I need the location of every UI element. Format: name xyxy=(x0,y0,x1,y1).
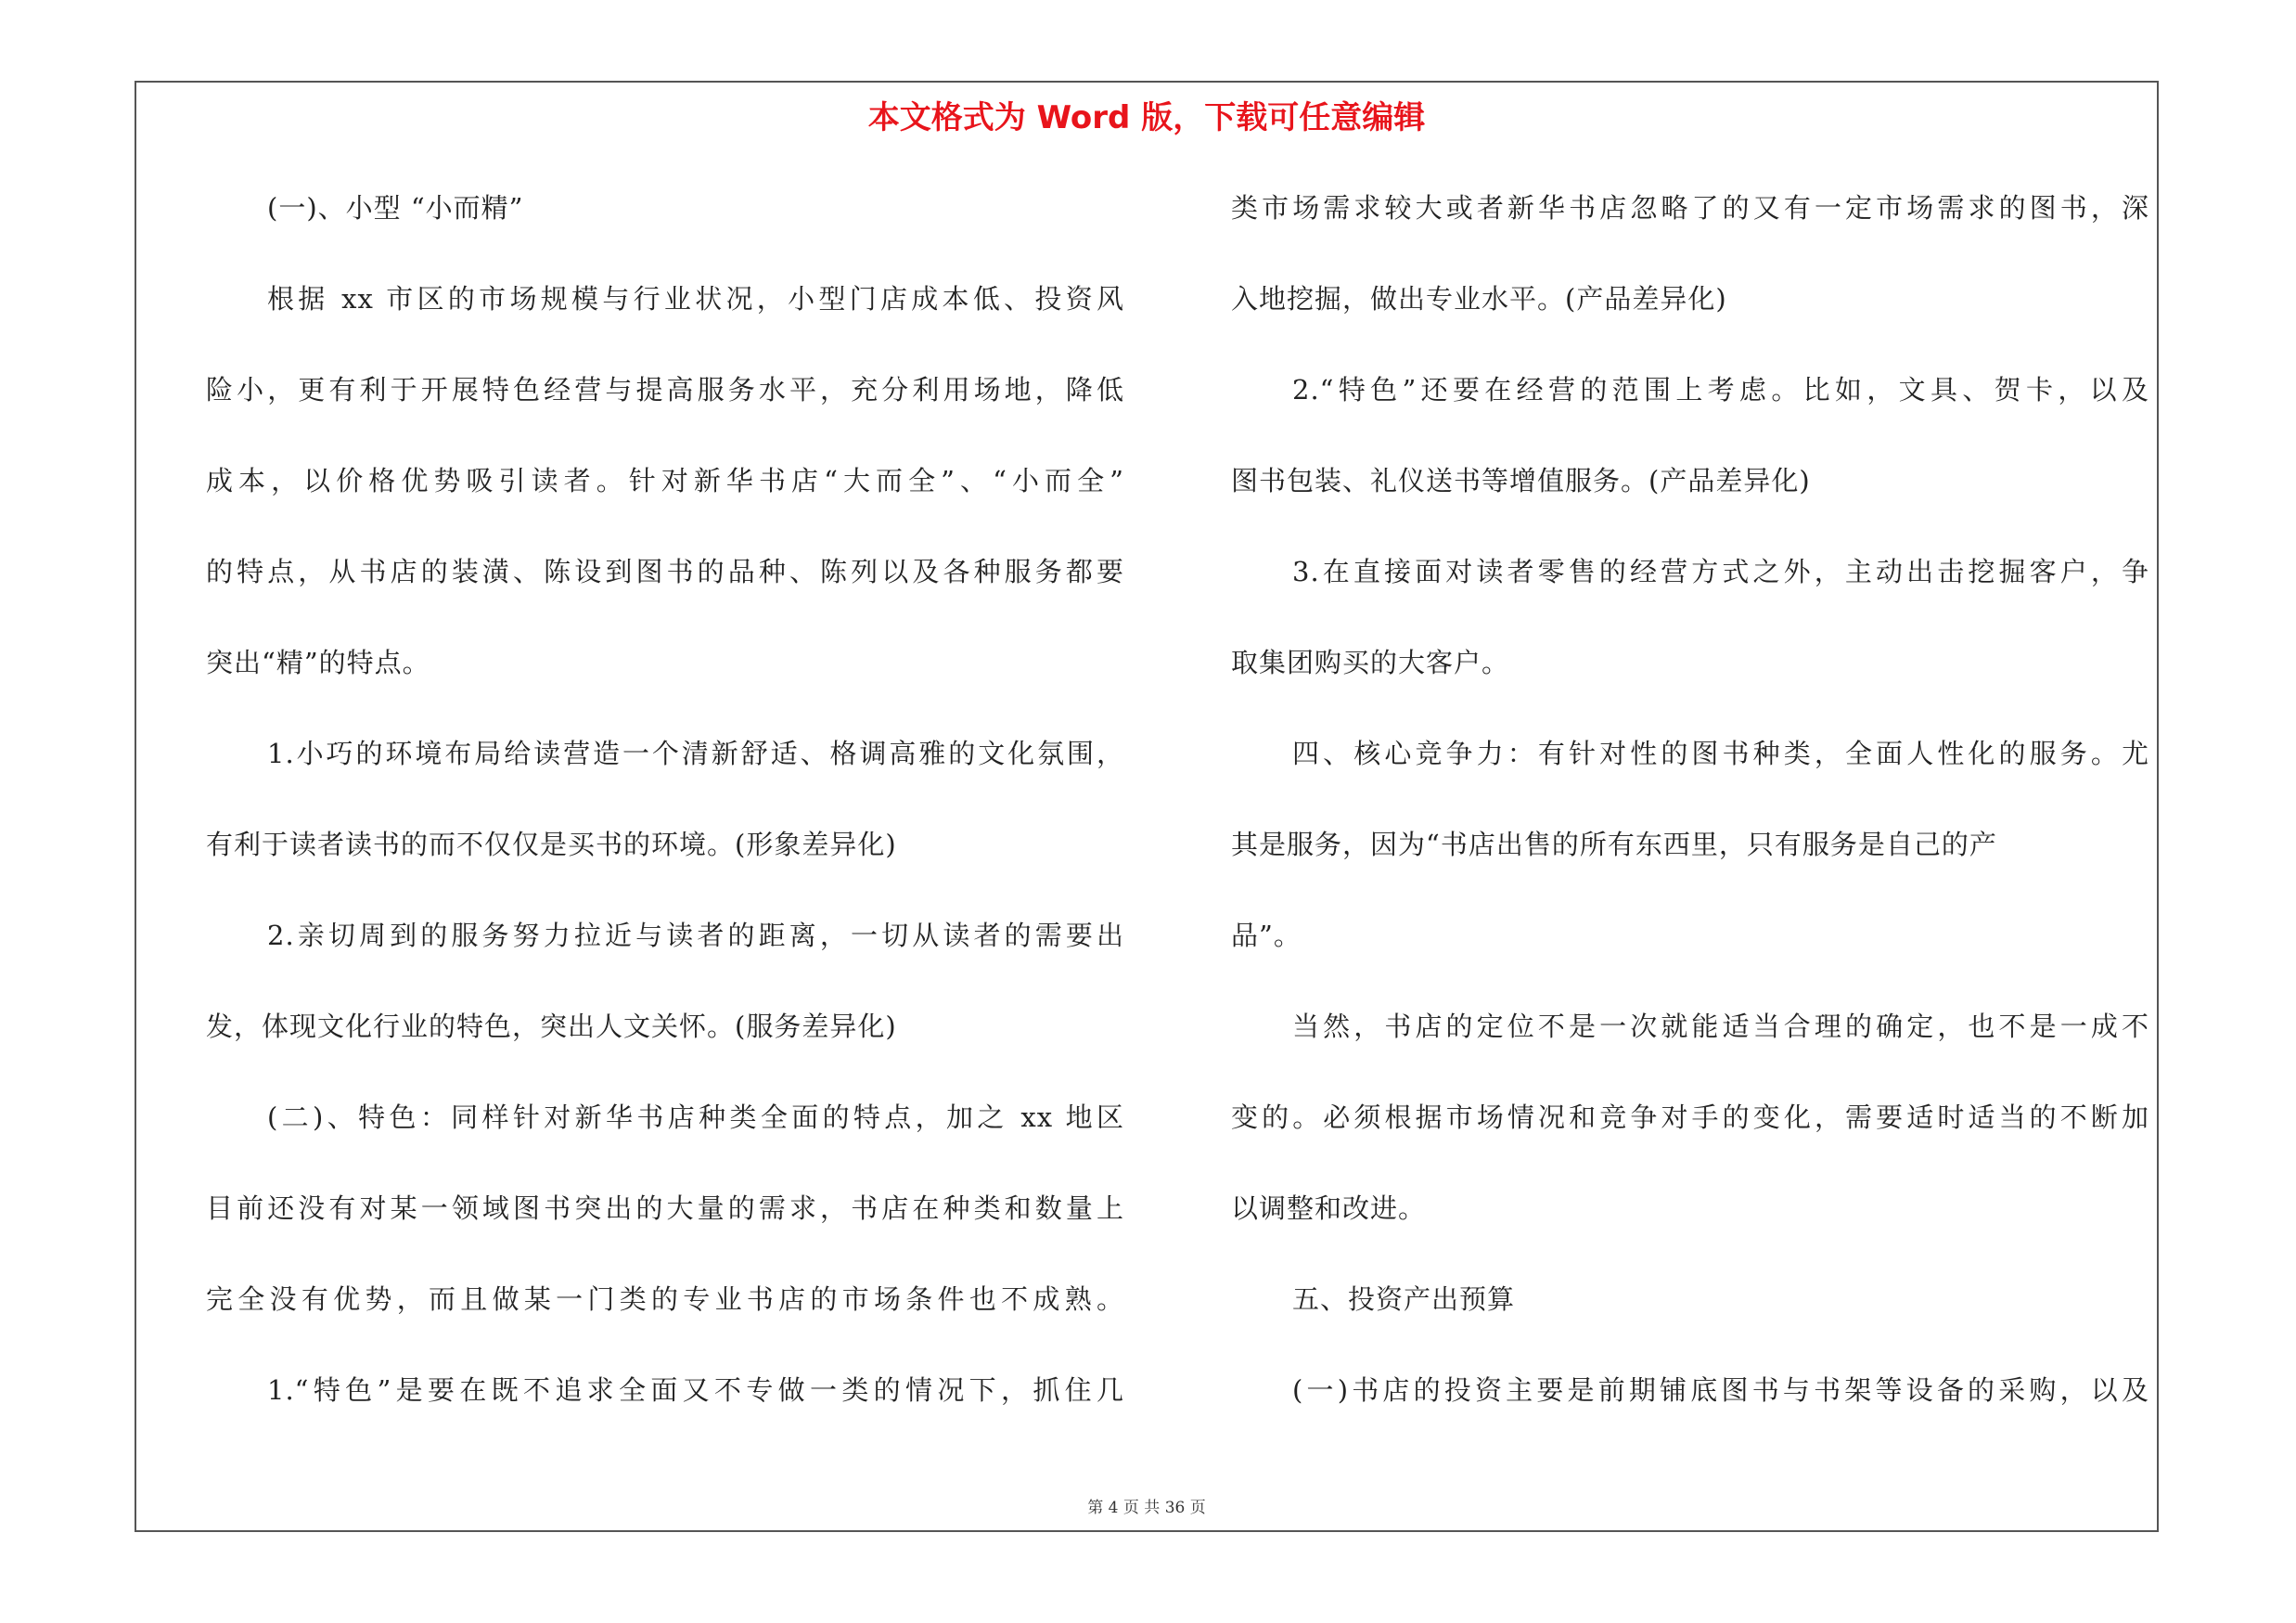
text-line: 突出“精”的特点。 xyxy=(206,647,430,678)
text-line: 当然，书店的定位不是一次就能适当合理的确定，也不是一成不 xyxy=(1292,1011,2149,1042)
header-banner: 本文格式为 Word 版，下载可任意编辑 xyxy=(867,99,1426,136)
text-line: 其是服务，因为“书店出售的所有东西里，只有服务是自己的产 xyxy=(1231,829,1997,860)
text-line: 目前还没有对某一领域图书突出的大量的需求，书店在种类和数量上 xyxy=(206,1192,1124,1224)
text-line: 五、投资产出预算 xyxy=(1292,1283,1516,1315)
text-line: 取集团购买的大客户。 xyxy=(1231,647,1510,678)
text-line: (二)、特色：同样针对新华书店种类全面的特点，加之 xx 地区 xyxy=(267,1101,1124,1133)
text-line: 图书包装、礼仪送书等增值服务。(产品差异化) xyxy=(1231,465,1811,496)
left-text-column xyxy=(206,184,1124,1457)
text-line: 品”。 xyxy=(1231,920,1302,951)
text-line: 根据 xx 市区的市场规模与行业状况，小型门店成本低、投资风 xyxy=(267,283,1124,315)
text-line: 1.“特色”是要在既不追求全面又不专做一类的情况下，抓住几 xyxy=(267,1374,1124,1406)
text-line: 有利于读者读书的而不仅仅是买书的环境。(形象差异化) xyxy=(206,829,897,860)
text-line: (一)书店的投资主要是前期铺底图书与书架等设备的采购，以及 xyxy=(1292,1374,2149,1406)
text-line: 的特点，从书店的装潢、陈设到图书的品种、陈列以及各种服务都要 xyxy=(206,556,1124,587)
right-text-column xyxy=(1231,184,2149,1457)
text-line: 险小，更有利于开展特色经营与提高服务水平，充分利用场地，降低 xyxy=(206,374,1124,406)
text-line: 2.亲切周到的服务努力拉近与读者的距离，一切从读者的需要出 xyxy=(267,920,1124,951)
text-line: (一)、小型 “小而精” xyxy=(267,192,524,224)
text-line: 2.“特色”还要在经营的范围上考虑。比如，文具、贺卡，以及 xyxy=(1292,374,2149,406)
text-line: 类市场需求较大或者新华书店忽略了的又有一定市场需求的图书，深 xyxy=(1231,192,2149,224)
text-line: 以调整和改进。 xyxy=(1231,1192,1427,1224)
text-line: 3.在直接面对读者零售的经营方式之外，主动出击挖掘客户，争 xyxy=(1292,556,2149,587)
text-line: 完全没有优势，而且做某一门类的专业书店的市场条件也不成熟。 xyxy=(206,1283,1124,1315)
text-line: 四、核心竞争力：有针对性的图书种类，全面人性化的服务。尤 xyxy=(1292,738,2149,769)
text-line: 成本，以价格优势吸引读者。针对新华书店“大而全”、“小而全” xyxy=(206,465,1124,496)
text-line: 1.小巧的环境布局给读营造一个清新舒适、格调高雅的文化氛围， xyxy=(267,738,1124,769)
page-number: 第 4 页 共 36 页 xyxy=(1087,1499,1206,1517)
text-line: 入地挖掘，做出专业水平。(产品差异化) xyxy=(1231,283,1727,315)
text-line: 变的。必须根据市场情况和竞争对手的变化，需要适时适当的不断加 xyxy=(1231,1101,2149,1133)
text-line: 发，体现文化行业的特色，突出人文关怀。(服务差异化) xyxy=(206,1011,897,1042)
